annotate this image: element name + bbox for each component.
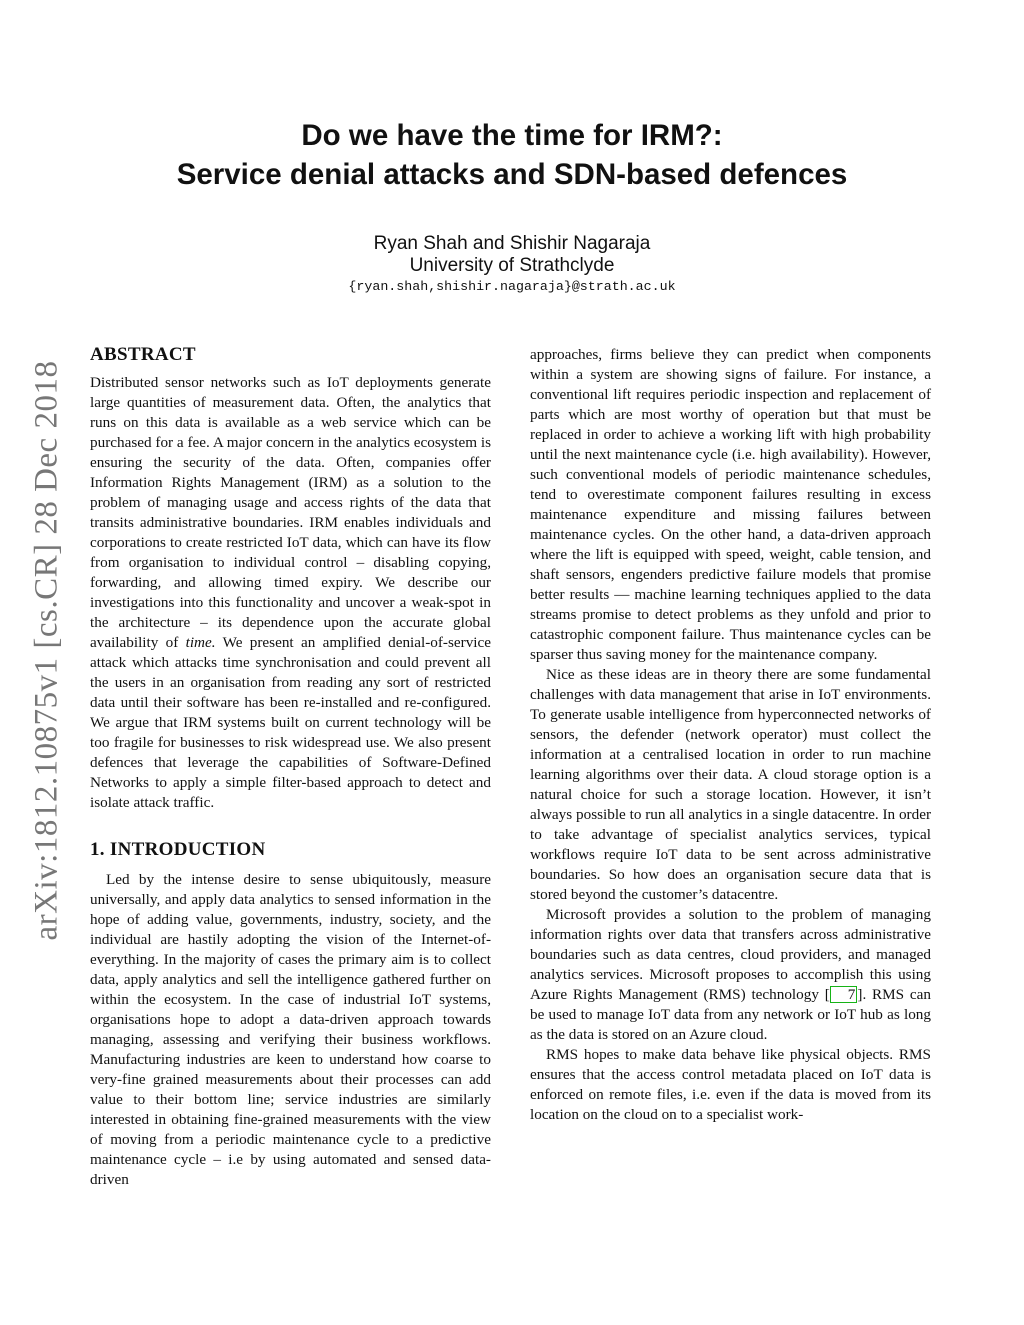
abstract-heading: ABSTRACT xyxy=(90,344,196,365)
author-block xyxy=(0,233,1024,277)
abstract-text-part2: We present an amplified denial-of-service attack which attacks time synchronisation and could prevent all the users in an organisation from reading any sort of restricted data until their software has been re-installed and re-configured. We argue that IRM systems built on current technology will be too fragile for businesses to risk widespread use. We also present defences that leverage the capabilities of Software-Defined Networks to apply a simple filter-based approach to detect and isolate attack traffic. xyxy=(90,634,491,811)
introduction-paragraph-2: Nice as these ideas are in theory there are some fundamental challenges with data management that arise in IoT environments. To generate usable intelligence from hyperconnected networks of sensors, the defender (network operator) must collect the information at a centralised location in order to run machine learning algorithms over their data. A cloud storage option is a natural choice for such a storage location. However, it isn’t always possible to run all analytics in a single datacentre. In order to take advantage of specialist analytics services, typical workflows require IoT data to be sent across administrative boundaries. So how does an organisation secure data that is stored beyond the customer’s datacentre. xyxy=(530,666,931,903)
author-email: {ryan.shah,shishir.nagaraja}@strath.ac.uk xyxy=(348,279,676,294)
arxiv-identifier: arXiv:1812.10875v1 [cs.CR] 28 Dec 2018 xyxy=(28,360,65,940)
title-line-1: Do we have the time for IRM?: xyxy=(301,119,723,152)
abstract-emphasis: time. xyxy=(185,634,216,651)
introduction-heading: 1. INTRODUCTION xyxy=(90,839,266,860)
introduction-paragraph-1-cont: approaches, firms believe they can predict when components within a system are showing signs of failure. For instance, a conventional lift requires periodic inspection and replacement of parts which are most worthy of operation but that must be replaced in order to achieve a working lift with high probability until the next maintenance cycle (i.e. high availability). However, such conventional models of periodic maintenance schedules, tend to overestimate component failures resulting in excess maintenance expenditure and missing failures between maintenance cycles. On the other hand, a data-driven approach where the lift is equipped with speed, weight, cable tension, and shaft sensors, engenders predictive failure models that promise better results — machine learning techniques applied to the data streams promise to detect problems as they unfold and prior to catastrophic component failure. Thus maintenance cycles can be sparser thus saving money for the maintenance company. xyxy=(530,346,931,663)
abstract-text-part1: Distributed sensor networks such as IoT deployments generate large quantities of measurement data. Often, the analytics that runs on this data is available as a web service which can be purchased for a fee. A major concern in the analytics ecosystem is ensuring the security of the data. Often, companies offer Information Rights Management (IRM) as a solution to the problem of managing usage and access rights of the data that transits administrative boundaries. IRM enables individuals and corporations to create restricted IoT data, which can have its flow from organisation to individual control – disabling copying, forwarding, and allowing timed expiry. We describe our investigations into this functionality and uncover a weak-spot in the architecture – its dependence upon the accurate global availability of xyxy=(90,374,491,651)
left-column xyxy=(90,343,491,1190)
right-column xyxy=(530,345,931,1125)
introduction-paragraph-1: Led by the intense desire to sense ubiquitously, measure universally, and apply data analytics to sensed information in the hope of adding value, governments, industry, society, and the individual are hastily adopting the vision of the Internet-of-everything. In the majority of cases the primary aim is to collect data, apply analytics and sell the intelligence gathered further on within the ecosystem. In the case of industrial IoT systems, organisations hope to adopt a data-driven approach towards managing, assessing and verifying their business workflows. Manufacturing industries are keen to understand how coarse to very-fine grained measurements about their processes can add value to their bottom line; service industries are similarly interested in obtaining fine-grained measurements with the view of moving from a periodic maintenance cycle to a predictive maintenance cycle – i.e by using automated and sensed data-driven xyxy=(90,871,491,1188)
citation-link[interactable]: 7 xyxy=(830,986,858,1003)
affiliation: University of Strathclyde xyxy=(409,255,615,276)
authors: Ryan Shah and Shishir Nagaraja xyxy=(373,233,651,254)
arxiv-sidebar xyxy=(30,350,64,950)
introduction-paragraph-4: RMS hopes to make data behave like physical objects. RMS ensures that the access control metadata placed on IoT data is enforced on remote files, i.e. even if the data is moved from its location on the cloud on to a specialist work- xyxy=(530,1046,931,1123)
introduction-paragraph-3: Microsoft provides a solution to the problem of managing information rights over data that transfers across administrative boundaries such as data centres, cloud providers, and managed analytics services. Microsoft proposes to accomplish this using Azure Rights Management (RMS) technology [ 7 ]. RMS can be used to manage IoT data from any network or IoT hub as long as the data is stored on an Azure cloud. xyxy=(530,906,932,1043)
abstract-text xyxy=(90,373,491,813)
title-line-2: Service denial attacks and SDN-based defences xyxy=(176,158,848,191)
paragraph-3-part2: . RMS can be used to manage IoT data from any network or IoT hub as long as the data is stored on an Azure cloud. xyxy=(530,986,932,1043)
paper-title xyxy=(0,116,1024,194)
paragraph-3-part1: Microsoft provides a solution to the problem of managing information rights over data that transfers across administrative boundaries such as data centres, cloud providers, and managed analytics services. Microsoft proposes to accomplish this using Azure Rights Management (RMS) technology xyxy=(530,906,931,1003)
